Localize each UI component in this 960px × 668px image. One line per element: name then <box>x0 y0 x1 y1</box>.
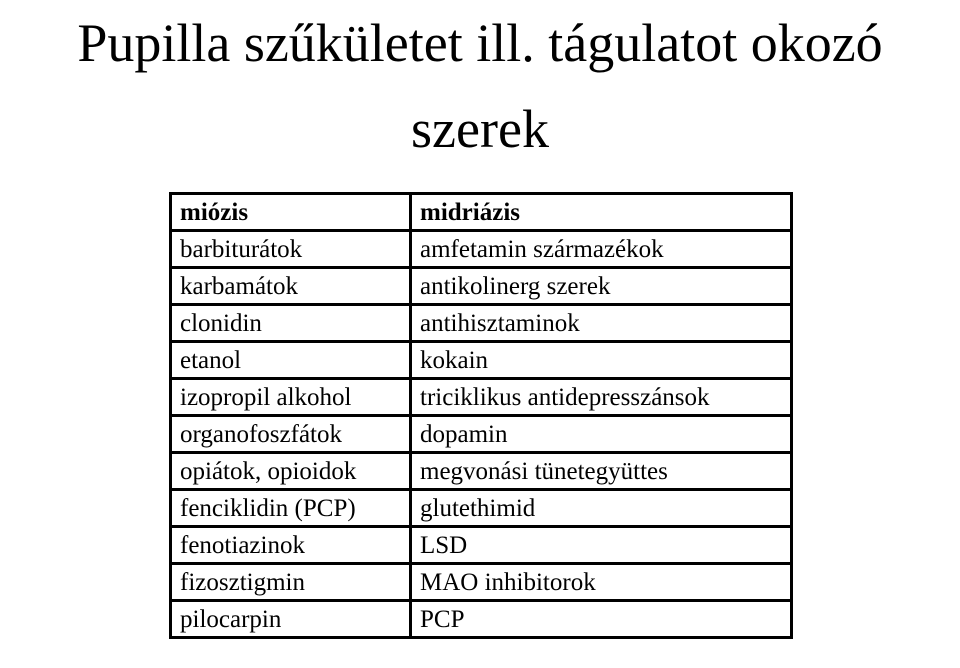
table-row <box>171 268 792 305</box>
mydriasis-cell: antikolinerg szerek <box>411 268 792 305</box>
table-header-row <box>171 194 792 231</box>
table-row <box>171 305 792 342</box>
pupil-drug-table <box>169 192 793 639</box>
header-miosis: miózis <box>171 194 411 231</box>
mydriasis-cell: antihisztaminok <box>411 305 792 342</box>
mydriasis-cell: amfetamin származékok <box>411 231 792 268</box>
mydriasis-cell: LSD <box>411 527 792 564</box>
mydriasis-cell: glutethimid <box>411 490 792 527</box>
miosis-cell: karbamátok <box>171 268 411 305</box>
table-row <box>171 342 792 379</box>
mydriasis-cell: MAO inhibitorok <box>411 564 792 601</box>
miosis-cell: fenciklidin (PCP) <box>171 490 411 527</box>
miosis-cell: clonidin <box>171 305 411 342</box>
table-row <box>171 416 792 453</box>
mydriasis-cell: triciklikus antidepresszánsok <box>411 379 792 416</box>
mydriasis-cell: PCP <box>411 601 792 638</box>
title-line-1: Pupilla szűkületet ill. tágulatot okozó <box>77 13 883 73</box>
miosis-cell: izopropil alkohol <box>171 379 411 416</box>
mydriasis-cell: megvonási tünetegyüttes <box>411 453 792 490</box>
table-row <box>171 601 792 638</box>
miosis-cell: fizosztigmin <box>171 564 411 601</box>
title-line-2: szerek <box>411 99 549 159</box>
header-mydriasis: midriázis <box>411 194 792 231</box>
table-row <box>171 564 792 601</box>
table-row <box>171 490 792 527</box>
table-row <box>171 527 792 564</box>
table-row <box>171 231 792 268</box>
mydriasis-cell: dopamin <box>411 416 792 453</box>
table-row <box>171 379 792 416</box>
table-row <box>171 453 792 490</box>
mydriasis-cell: kokain <box>411 342 792 379</box>
miosis-cell: organofoszfátok <box>171 416 411 453</box>
miosis-cell: opiátok, opioidok <box>171 453 411 490</box>
miosis-cell: barbiturátok <box>171 231 411 268</box>
miosis-cell: etanol <box>171 342 411 379</box>
miosis-cell: pilocarpin <box>171 601 411 638</box>
page-title <box>0 0 960 172</box>
miosis-cell: fenotiazinok <box>171 527 411 564</box>
